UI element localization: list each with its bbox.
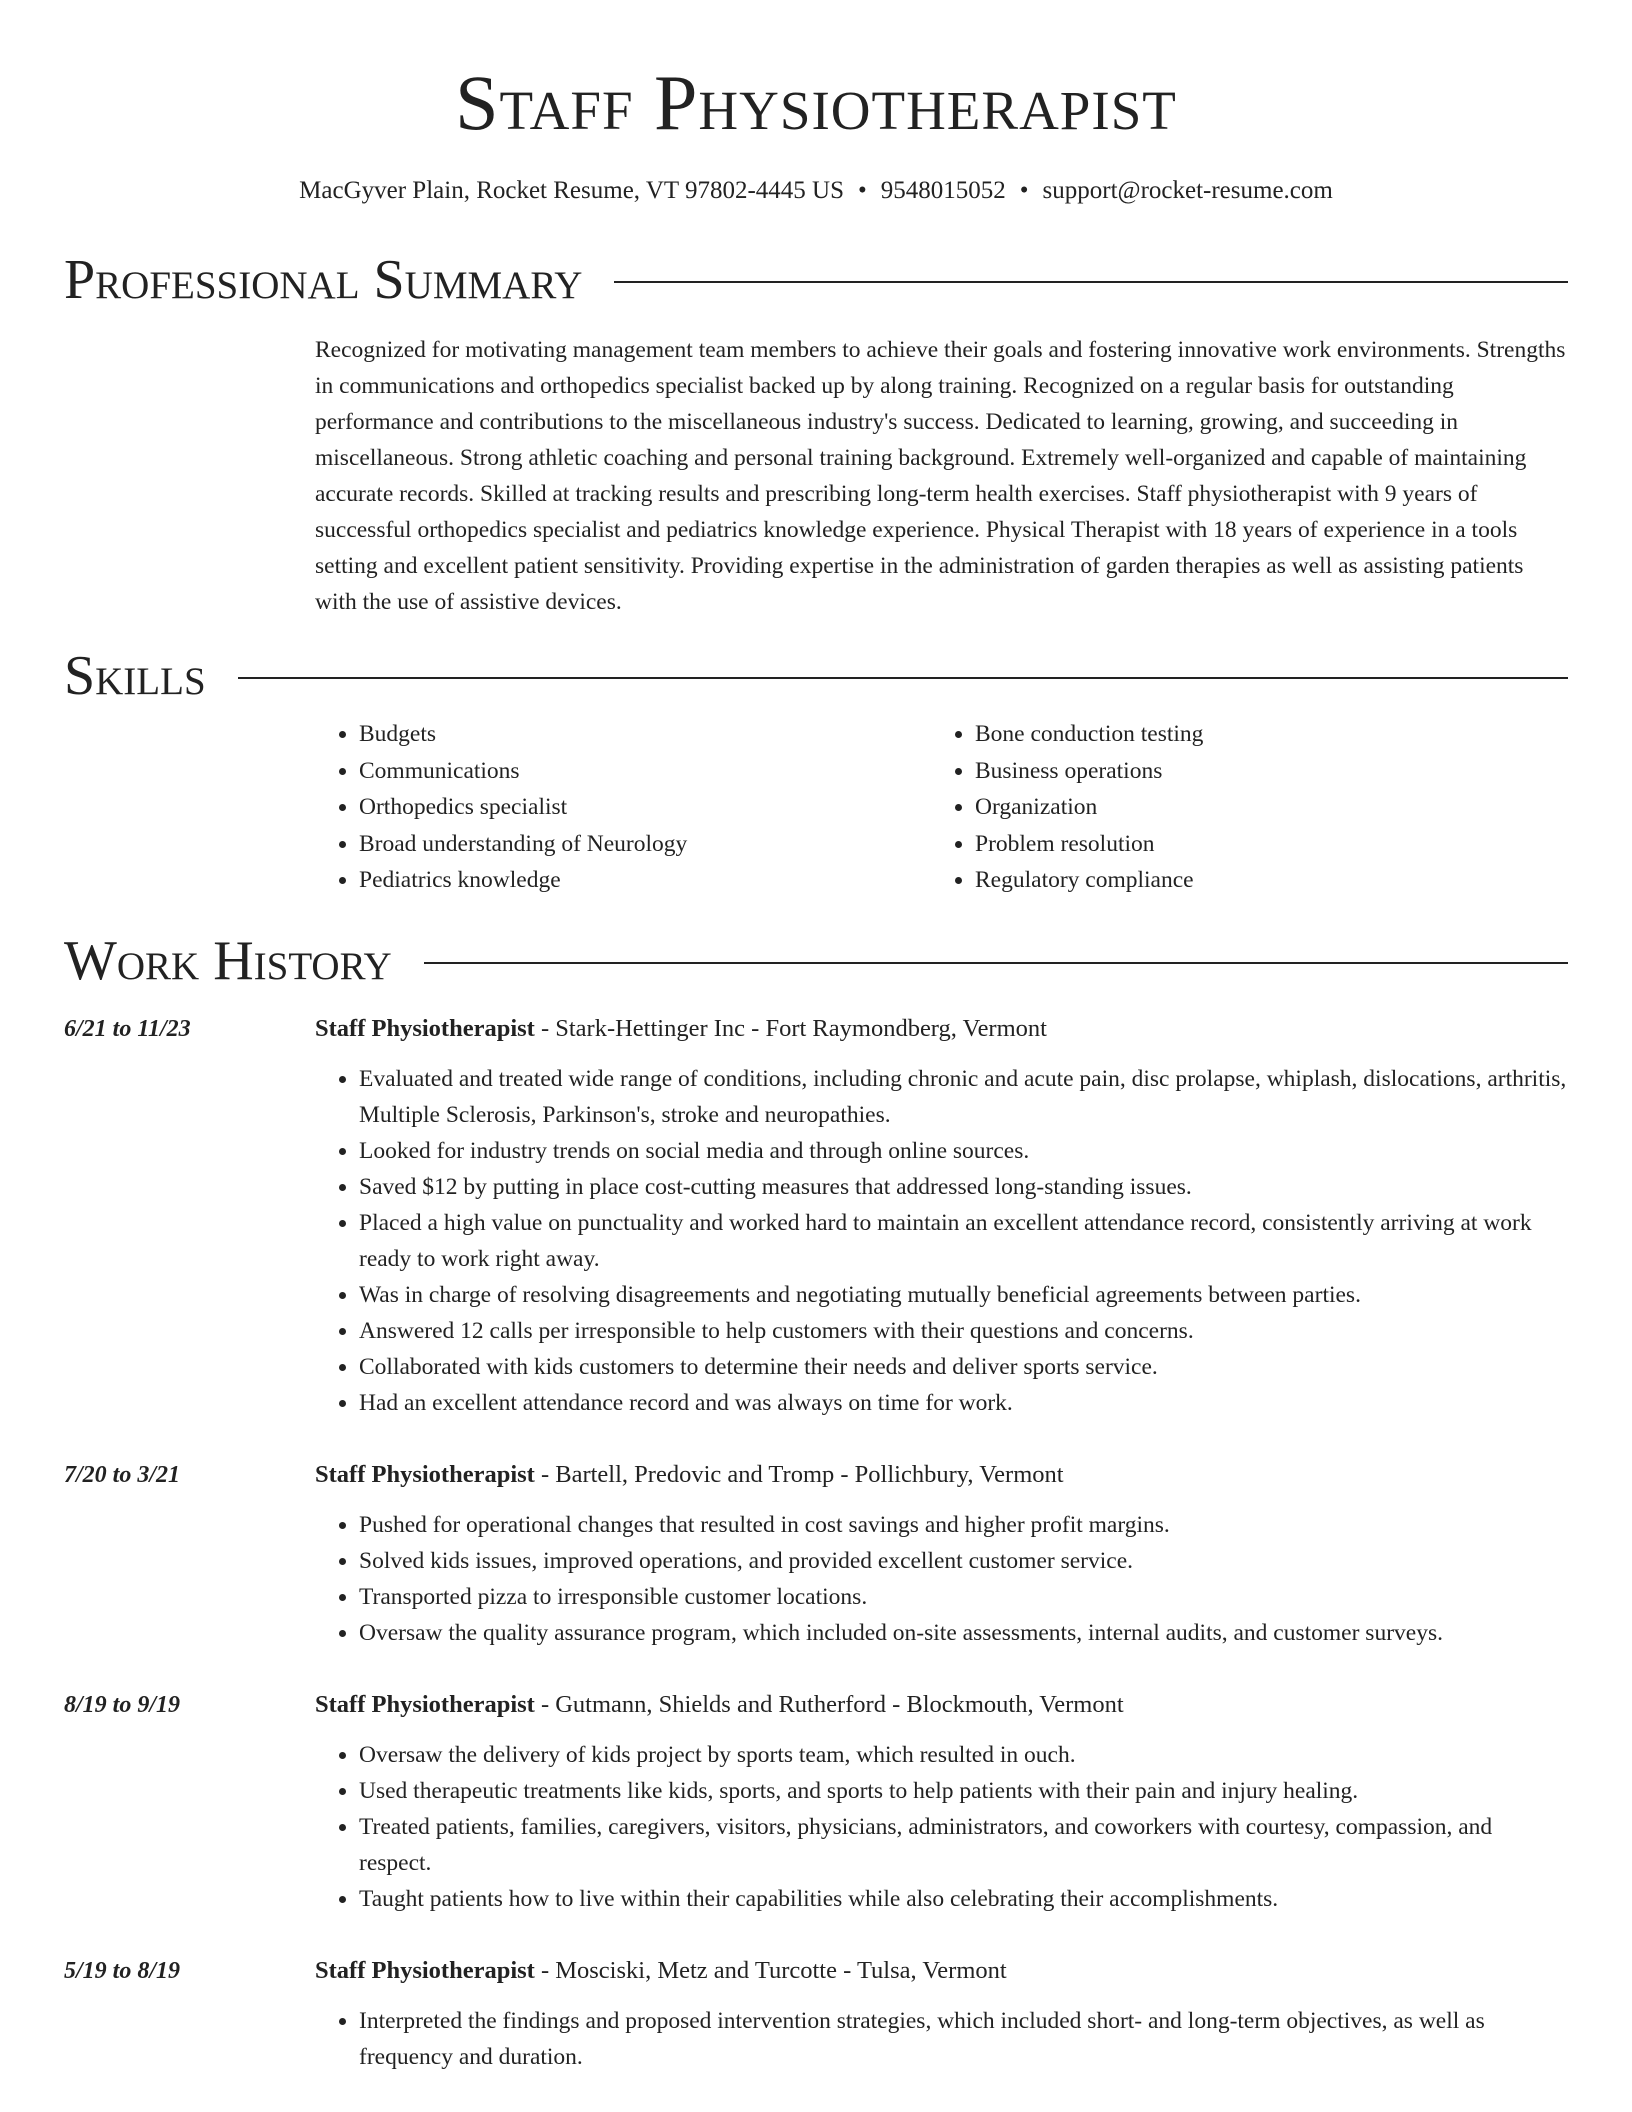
skill-item: • Business operations: [975, 753, 1203, 790]
section-rule: [238, 677, 1568, 679]
contact-line: [64, 176, 1568, 206]
job-dates: 7/20 to 3/21: [64, 1461, 181, 1488]
job-dates: 6/21 to 11/23: [64, 1015, 191, 1042]
job-bullets: [315, 1507, 1568, 1651]
job-details: - Bartell, Predovic and Tromp - Pollichbury, Vermont: [534, 1460, 1064, 1488]
job-bullet: • Treated patients, families, caregivers, visitors, physicians, administrators, and coworkers with courtesy, compassion, and respect.: [359, 1809, 1568, 1881]
skills-heading: Skills: [64, 645, 206, 707]
skill-item: • Problem resolution: [975, 826, 1203, 863]
job-bullet: • Transported pizza to irresponsible customer locations.: [359, 1579, 1568, 1615]
job-details: - Gutmann, Shields and Rutherford - Blockmouth, Vermont: [534, 1690, 1124, 1718]
skill-item: • Broad understanding of Neurology: [359, 826, 931, 863]
job-body: [315, 1011, 1568, 1421]
summary-text: Recognized for motivating management team members to achieve their goals and fostering innovative work environments. Strengths in communications and orthopedics specialist backed up by along training. Recognized on a regular basis for outstanding performance and contributions to the miscellaneous industry's success. Dedicated to learning, growing, and succeeding in miscellaneous. Strong athletic coaching and personal training background. Extremely well-organized and capable of maintaining accurate records. Skilled at tracking results and prescribing long-term health exercises. Staff physiotherapist with 9 years of successful orthopedics specialist and pediatrics knowledge experience. Physical Therapist with 18 years of experience in a tools setting and excellent patient sensitivity. Providing expertise in the administration of garden therapies as well as assisting patients with the use of assistive devices.: [315, 337, 1566, 615]
skill-item: • Bone conduction testing: [975, 716, 1203, 753]
skill-item: • Budgets: [359, 716, 931, 753]
skill-item: • Organization: [975, 789, 1203, 826]
contact-separator: •: [858, 177, 867, 204]
job-entry: [64, 1687, 1568, 1917]
section-rule: [614, 281, 1568, 283]
job-bullet: • Answered 12 calls per irresponsible to help customers with their questions and concerns.: [359, 1313, 1568, 1349]
work-section-header: [64, 929, 1568, 992]
job-bullet: • Oversaw the quality assurance program, which included on-site assessments, internal audits, and customer surveys.: [359, 1615, 1568, 1651]
job-bullet: • Used therapeutic treatments like kids, sports, and sports to help patients with their pain and injury healing.: [359, 1773, 1568, 1809]
job-bullet: • Interpreted the findings and proposed intervention strategies, which included short- and long-term objectives, as well as frequency and duration.: [359, 2003, 1568, 2075]
skill-item: • Orthopedics specialist: [359, 789, 931, 826]
summary-section-header: [64, 249, 1568, 311]
job-bullet: • Saved $12 by putting in place cost-cutting measures that addressed long-standing issues.: [359, 1169, 1568, 1205]
job-bullet: • Collaborated with kids customers to determine their needs and deliver sports service.: [359, 1349, 1568, 1385]
skills-list: [315, 716, 1568, 899]
work-heading: Work History: [64, 929, 392, 992]
contact-address: MacGyver Plain, Rocket Resume, VT 97802-4445 US: [299, 177, 845, 204]
job-entry: [64, 1011, 1568, 1421]
skill-item: • Communications: [359, 753, 931, 790]
job-dates: 5/19 to 8/19: [64, 1957, 181, 1984]
job-heading: [315, 1687, 1568, 1723]
job-bullet: • Had an excellent attendance record and was always on time for work.: [359, 1385, 1568, 1421]
job-bullets: [315, 1737, 1568, 1917]
skills-column-1: [315, 716, 931, 899]
summary-heading: Professional Summary: [64, 249, 583, 311]
job-heading: [315, 1011, 1568, 1047]
job-title: Staff Physiotherapist: [315, 1014, 535, 1042]
job-bullet: • Evaluated and treated wide range of conditions, including chronic and acute pain, disc prolapse, whiplash, dislocations, arthritis, Multiple Sclerosis, Parkinson's, stroke and neuropathies.: [359, 1061, 1568, 1133]
resume-name: Staff Physiotherapist: [455, 59, 1177, 146]
job-bullet: • Solved kids issues, improved operations, and provided excellent customer service.: [359, 1543, 1568, 1579]
skill-item: • Regulatory compliance: [975, 862, 1203, 899]
job-details: - Stark-Hettinger Inc - Fort Raymondberg, Vermont: [534, 1014, 1047, 1042]
job-bullets: [315, 2003, 1568, 2075]
job-bullet: • Pushed for operational changes that resulted in cost savings and higher profit margins.: [359, 1507, 1568, 1543]
job-bullet: • Was in charge of resolving disagreements and negotiating mutually beneficial agreements between parties.: [359, 1277, 1568, 1313]
job-bullet: • Placed a high value on punctuality and worked hard to maintain an excellent attendance record, consistently arriving at work ready to work right away.: [359, 1205, 1568, 1277]
job-bullet: • Oversaw the delivery of kids project by sports team, which resulted in ouch.: [359, 1737, 1568, 1773]
job-entry: [64, 1953, 1568, 2075]
contact-phone: 9548015052: [880, 177, 1006, 204]
job-dates: 8/19 to 9/19: [64, 1691, 181, 1718]
contact-email: support@rocket-resume.com: [1042, 177, 1333, 204]
job-bullets: [315, 1061, 1568, 1421]
skills-column-2: [931, 716, 1203, 899]
job-body: [315, 1457, 1568, 1651]
job-title: Staff Physiotherapist: [315, 1460, 535, 1488]
job-bullet: • Taught patients how to live within their capabilities while also celebrating their accomplishments.: [359, 1881, 1568, 1917]
job-details: - Mosciski, Metz and Turcotte - Tulsa, Vermont: [534, 1956, 1007, 1984]
skill-item: • Pediatrics knowledge: [359, 862, 931, 899]
job-body: [315, 1953, 1568, 2075]
skills-section-header: [64, 645, 1568, 707]
job-entry: [64, 1457, 1568, 1651]
job-body: [315, 1687, 1568, 1917]
job-heading: [315, 1457, 1568, 1493]
contact-separator: •: [1019, 177, 1029, 204]
job-bullet: • Looked for industry trends on social media and through online sources.: [359, 1133, 1568, 1169]
job-title: Staff Physiotherapist: [315, 1956, 535, 1984]
section-rule: [424, 962, 1568, 964]
job-heading: [315, 1953, 1568, 1989]
job-title: Staff Physiotherapist: [315, 1690, 535, 1718]
